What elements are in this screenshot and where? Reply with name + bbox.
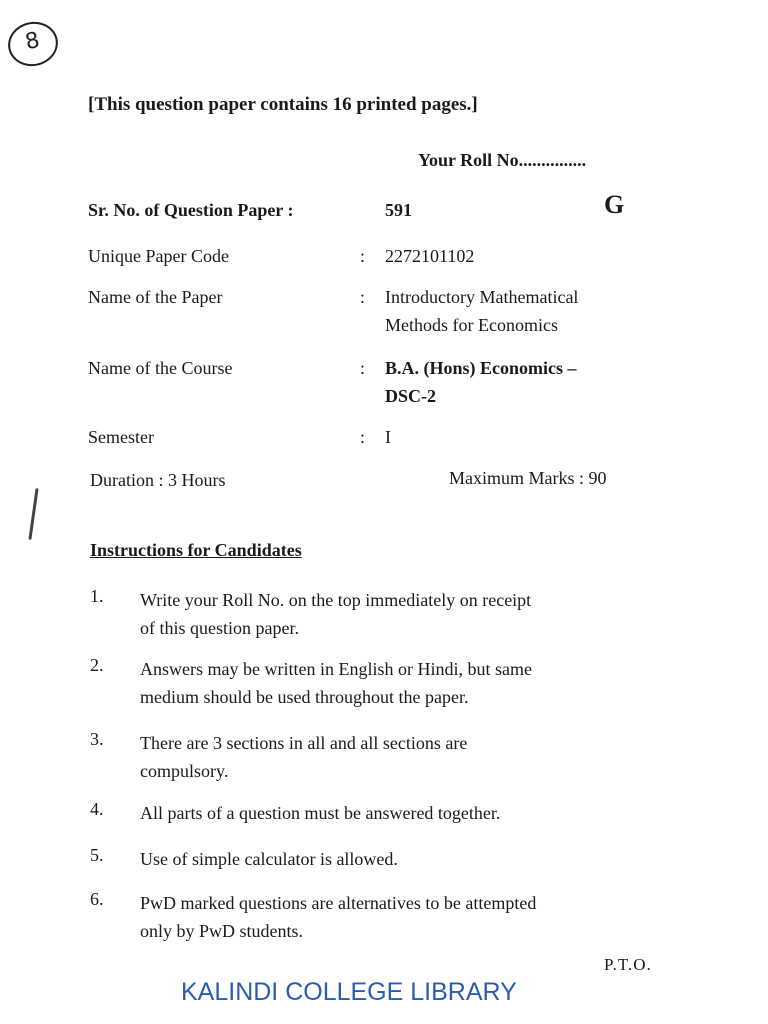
course-name-value-line2: DSC-2: [385, 386, 437, 406]
semester-value: I: [385, 427, 391, 447]
paper-set-code: G: [604, 190, 625, 219]
instruction-text: compulsory.: [140, 761, 229, 781]
paper-name-value-line1: Introductory Mathematical: [385, 287, 579, 307]
instruction-text: Answers may be written in English or Hindi, but same: [140, 659, 532, 679]
colon: :: [360, 287, 366, 307]
instruction-text: of this question paper.: [140, 618, 299, 638]
instructions-heading: Instructions for Candidates: [90, 540, 302, 560]
circled-page-number: [4, 17, 62, 70]
exam-duration: Duration : 3 Hours: [90, 470, 226, 490]
circled-page-number-text: 8: [23, 27, 42, 56]
paper-code-label: Unique Paper Code: [88, 246, 229, 266]
instruction-text: Use of simple calculator is allowed.: [140, 849, 398, 869]
instruction-text: There are 3 sections in all and all sections are: [140, 733, 468, 753]
colon: :: [360, 246, 366, 266]
paper-name-label: Name of the Paper: [88, 287, 223, 307]
please-turn-over: P.T.O.: [604, 955, 652, 974]
instruction-number: 1.: [90, 586, 104, 606]
instruction-number: 6.: [90, 889, 104, 909]
semester-label: Semester: [88, 427, 154, 447]
instruction-number: 3.: [90, 729, 104, 749]
margin-pen-stroke: [28, 488, 38, 540]
course-name-value-line1: B.A. (Hons) Economics –: [385, 358, 577, 378]
course-name-label: Name of the Course: [88, 358, 233, 378]
instruction-text: All parts of a question must be answered together.: [140, 803, 501, 823]
sr-no-value: 591: [385, 200, 412, 220]
maximum-marks: Maximum Marks : 90: [449, 468, 607, 488]
roll-number-field: Your Roll No...............: [418, 150, 587, 170]
instruction-number: 2.: [90, 655, 104, 675]
paper-code-value: 2272101102: [385, 246, 475, 266]
page-count-note: [This question paper contains 16 printed pages.]: [88, 94, 478, 115]
instruction-number: 4.: [90, 799, 104, 819]
instruction-text: PwD marked questions are alternatives to be attempted: [140, 893, 537, 913]
paper-name-value-line2: Methods for Economics: [385, 315, 558, 335]
colon: :: [360, 358, 366, 378]
library-footer: KALINDI COLLEGE LIBRARY: [181, 978, 517, 1006]
instruction-text: Write your Roll No. on the top immediately on receipt: [140, 590, 532, 610]
instruction-text: only by PwD students.: [140, 921, 304, 941]
instruction-number: 5.: [90, 845, 104, 865]
colon: :: [360, 427, 366, 447]
instruction-text: medium should be used throughout the paper.: [140, 687, 469, 707]
sr-no-label: Sr. No. of Question Paper :: [88, 200, 294, 220]
